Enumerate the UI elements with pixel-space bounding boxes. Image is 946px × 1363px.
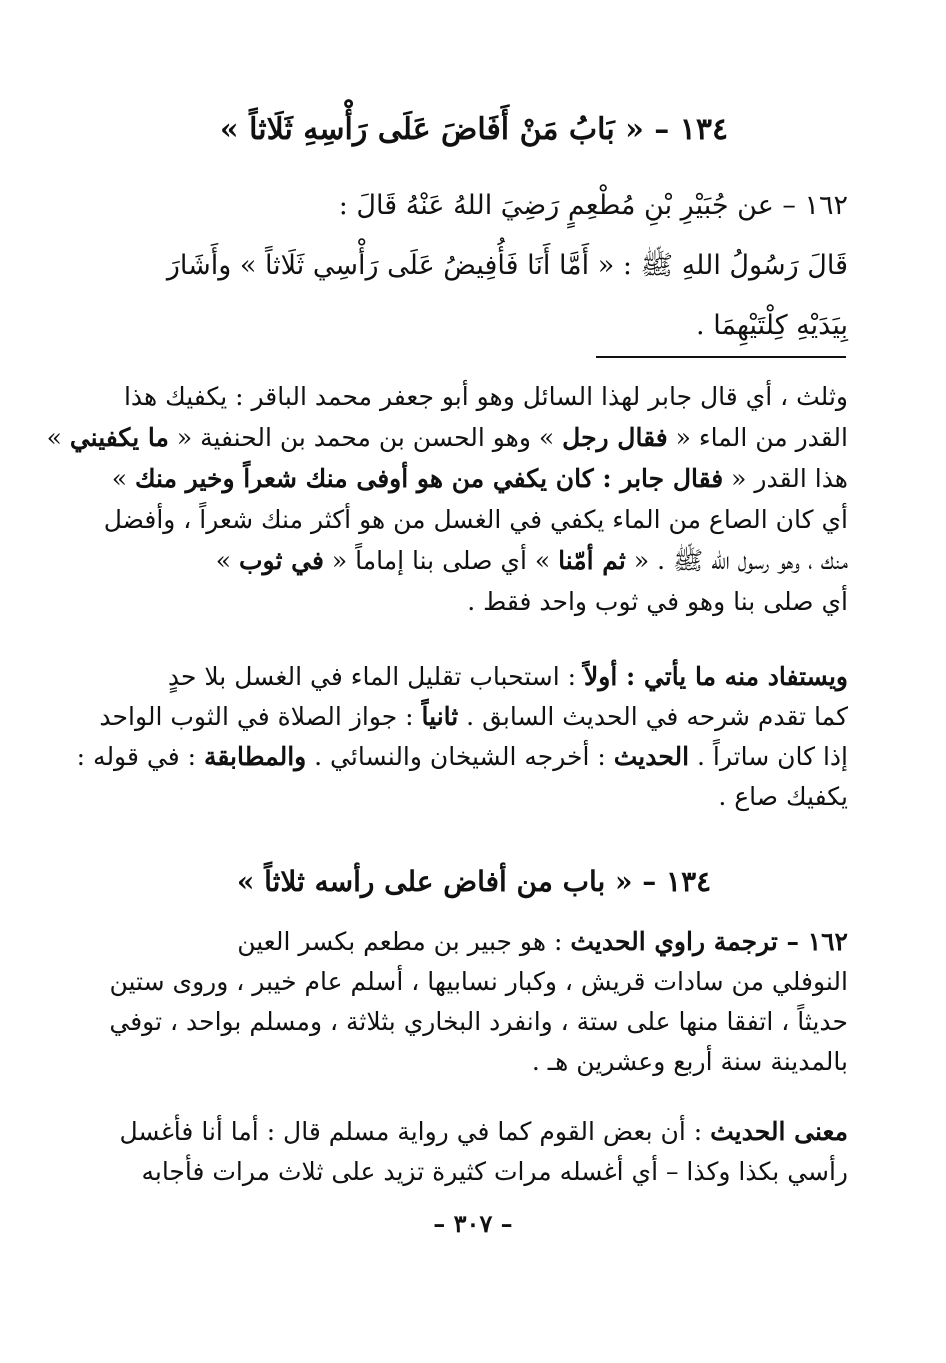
commentary-segment: » — [111, 464, 135, 493]
meaning-line — [100, 1112, 848, 1152]
commentary-segment: » — [46, 423, 70, 452]
commentary-line — [46, 417, 848, 458]
benefits-line — [100, 657, 848, 697]
benefits-line — [76, 737, 848, 777]
commentary-segment: » — [215, 546, 240, 575]
benefits-label-bold: والمطابقة — [203, 742, 307, 771]
hadith-line: بِيَدَيْهِ كِلْتَيْهِمَا . — [696, 310, 848, 341]
page-number: – ٣٠٧ – — [433, 1209, 513, 1238]
narrator-line: بالمدينة سنة أربع وعشرين هـ . — [531, 1047, 848, 1076]
narrator-label-bold: ١٦٢ – ترجمة راوي الحديث — [570, 927, 848, 956]
hadith-meaning-text — [100, 1112, 848, 1192]
chapter-heading-vocalized: ١٣٤ – « بَابُ مَنْ أَفَاضَ عَلَى رَأْسِهِ ثَلَاثاً » — [219, 112, 729, 147]
commentary-quote-bold: ثم أمّنا — [558, 546, 626, 575]
benefits-label-bold: الحديث — [613, 742, 690, 771]
narrator-biography-text — [100, 922, 848, 1082]
commentary-segment: » وهو الحسن بن محمد بن الحنفية « — [168, 423, 563, 452]
benefits-segment: : في قوله : — [76, 742, 204, 771]
benefits-segment: : استحباب تقليل الماء في الغسل بلا حدٍ — [167, 662, 584, 691]
narrator-line — [100, 922, 848, 962]
benefits-label-bold: ويستفاد منه ما يأتي : أولاً — [583, 662, 848, 691]
hadith-line: قَالَ رَسُولُ اللهِ ﷺ : « أَمَّا أَنَا فَأُفِيضُ عَلَى رَأْسِي ثَلَاثاً » وأَشَارَ — [166, 250, 848, 281]
benefits-segment: كما تقدم شرحه في الحديث السابق . — [458, 702, 848, 731]
benefits-segment: : أخرجه الشيخان والنسائي . — [306, 742, 614, 771]
commentary-line: أي كان الصاع من الماء يكفي في الغسل من هو أكثر منك شعراً ، وأفضل — [103, 505, 848, 534]
hadith-text — [100, 176, 848, 356]
commentary-segment: منك ، وهو رسول الله ﷺ . « — [625, 546, 848, 575]
commentary-quote-bold: فقال رجل — [562, 423, 668, 452]
meaning-segment: : أن بعض القوم كما في رواية مسلم قال : أما أنا فأغسل — [119, 1117, 711, 1146]
meaning-label-bold: معنى الحديث — [710, 1117, 848, 1146]
footnote-divider — [596, 356, 846, 358]
benefits-label-bold: ثانياً — [421, 702, 459, 731]
commentary-segment: » أي صلى بنا إماماً « — [323, 546, 559, 575]
narrator-segment: : هو جبير بن مطعم بكسر العين — [237, 927, 571, 956]
commentary-line — [100, 540, 848, 581]
commentary-text — [46, 376, 848, 622]
benefits-line: يكفيك صاع . — [718, 782, 848, 811]
commentary-segment: هذا القدر « — [723, 464, 848, 493]
hadith-line: ١٦٢ – عن جُبَيْرِ بْنِ مُطْعِمٍ رَضِيَ اللهُ عَنْهُ قَالَ : — [338, 190, 848, 221]
benefits-text — [76, 657, 848, 817]
commentary-quote-bold: في ثوب — [239, 546, 324, 575]
narrator-line: حديثاً ، اتفقا منها على ستة ، وانفرد البخاري بثلاثة ، ومسلم بواحد ، توفي — [109, 1007, 848, 1036]
narrator-line: النوفلي من سادات قريش ، وكبار نسابيها ، أسلم عام خيبر ، وروى ستين — [109, 967, 848, 996]
commentary-quote-bold: ما يكفيني — [69, 423, 169, 452]
commentary-segment: القدر من الماء « — [667, 423, 848, 452]
benefits-line — [100, 697, 848, 737]
commentary-line — [100, 458, 848, 499]
commentary-line: وثلث ، أي قال جابر لهذا السائل وهو أبو جعفر محمد الباقر : يكفيك هذا — [123, 382, 848, 411]
benefits-segment: : جواز الصلاة في الثوب الواحد — [99, 702, 422, 731]
benefits-segment: إذا كان ساتراً . — [689, 742, 848, 771]
meaning-line: رأسي بكذا وكذا – أي أغسله مرات كثيرة تزيد على ثلاث مرات فأجابه — [141, 1157, 848, 1186]
commentary-quote-bold: فقال جابر : كان يكفي من هو أوفى منك شعراً وخير منك — [134, 464, 724, 493]
commentary-line: أي صلى بنا وهو في ثوب واحد فقط . — [467, 587, 848, 616]
chapter-heading-plain: ١٣٤ – « باب من أفاض على رأسه ثلاثاً » — [236, 865, 712, 898]
